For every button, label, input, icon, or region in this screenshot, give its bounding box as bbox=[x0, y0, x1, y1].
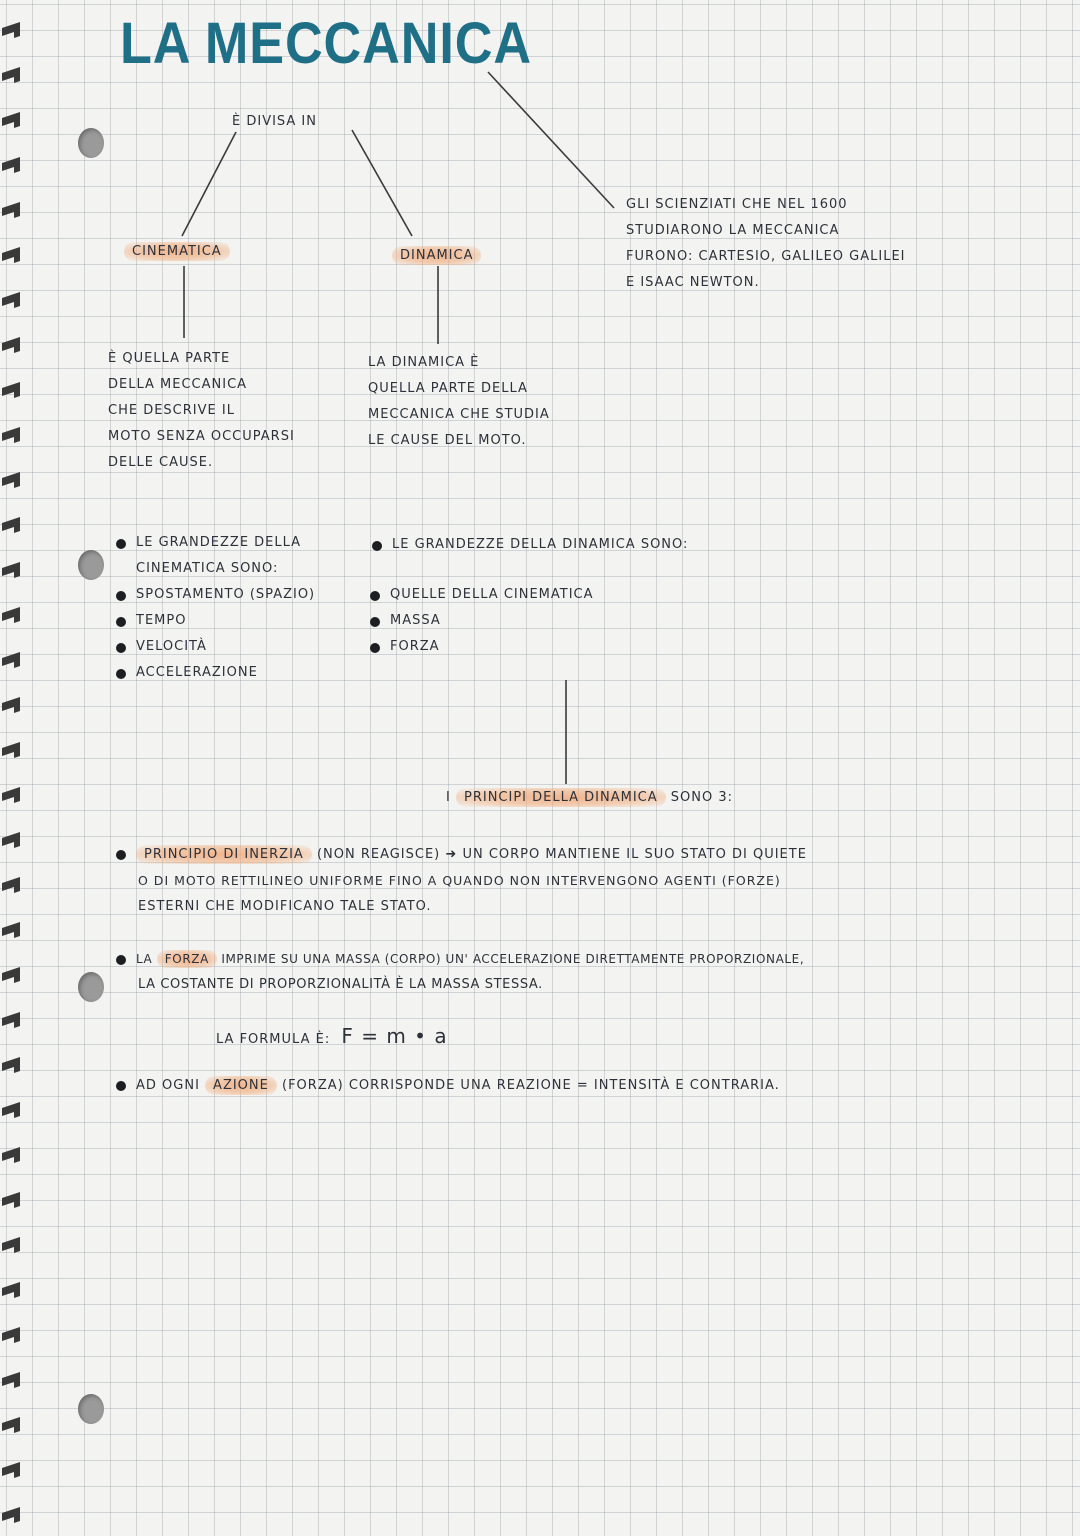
connector-title-scientists bbox=[488, 72, 614, 208]
connector-divided-cinematica bbox=[182, 132, 236, 236]
list-item: ACCELERAZIONE bbox=[114, 660, 315, 686]
dinamica-quantities-title bbox=[370, 532, 688, 558]
cinematica-label: CINEMATICA bbox=[124, 244, 230, 259]
cinematica-quantities bbox=[114, 530, 315, 686]
principle-action-reaction: AD OGNI AZIONE (FORZA) CORRISPONDE UNA REAZIONE = INTENSITÀ E CONTRARIA. bbox=[116, 1078, 1066, 1093]
cinematica-definition: È QUELLA PARTE DELLA MECCANICA CHE DESCRIVE IL MOTO SENZA OCCUPARSI DELLE CAUSE. bbox=[108, 351, 295, 470]
principles-heading: I PRINCIPI DELLA DINAMICA SONO 3: bbox=[446, 790, 734, 805]
list-item: LE GRANDEZZE DELLA CINEMATICA SONO: bbox=[114, 530, 315, 582]
page-title: LA MECCANICA bbox=[120, 11, 532, 76]
formula: F = m • a bbox=[341, 1024, 448, 1048]
list-item: SPOSTAMENTO (SPAZIO) bbox=[114, 582, 315, 608]
list-item: MASSA bbox=[368, 608, 594, 634]
bullet-icon bbox=[116, 1081, 126, 1091]
bullet-icon bbox=[116, 955, 126, 965]
scientists-note: GLI SCIENZIATI CHE NEL 1600 STUDIARONO LA MECCANICA FURONO: CARTESIO, GALILEO GALILEI E ISAAC NEWTON. bbox=[626, 197, 906, 290]
dinamica-definition: LA DINAMICA È QUELLA PARTE DELLA MECCANICA CHE STUDIA LE CAUSE DEL MOTO. bbox=[368, 355, 550, 448]
list-item: FORZA bbox=[368, 634, 594, 660]
bullet-icon bbox=[116, 850, 126, 860]
dinamica-quantities bbox=[368, 582, 594, 660]
connector-divided-dinamica bbox=[352, 130, 412, 236]
list-item: TEMPO bbox=[114, 608, 315, 634]
principle-inertia: PRINCIPIO DI INERZIA (NON REAGISCE) ➜ UN CORPO MANTIENE IL SUO STATO DI QUIETE O DI MOTO RETTILINEO UNIFORME FINO A QUANDO NON INTERVENGONO AGENTI (FORZE) ESTERNI CHE MODIFICANO TALE STATO. bbox=[116, 842, 1066, 920]
dinamica-label: DINAMICA bbox=[392, 248, 481, 263]
list-item: QUELLE DELLA CINEMATICA bbox=[368, 582, 594, 608]
formula-row: LA FORMULA È: F = m • a bbox=[216, 1024, 448, 1048]
list-item: VELOCITÀ bbox=[114, 634, 315, 660]
arrow-right-icon: ➜ bbox=[445, 847, 458, 862]
divided-into-label: È DIVISA IN bbox=[232, 114, 317, 129]
principle-force: LA FORZA IMPRIME SU UNA MASSA (CORPO) UN' ACCELERAZIONE DIRETTAMENTE PROPORZIONALE, LA COSTANTE DI PROPORZIONALITÀ È LA MASSA STESSA. bbox=[116, 946, 1066, 998]
list-item: LE GRANDEZZE DELLA DINAMICA SONO: bbox=[370, 532, 688, 558]
